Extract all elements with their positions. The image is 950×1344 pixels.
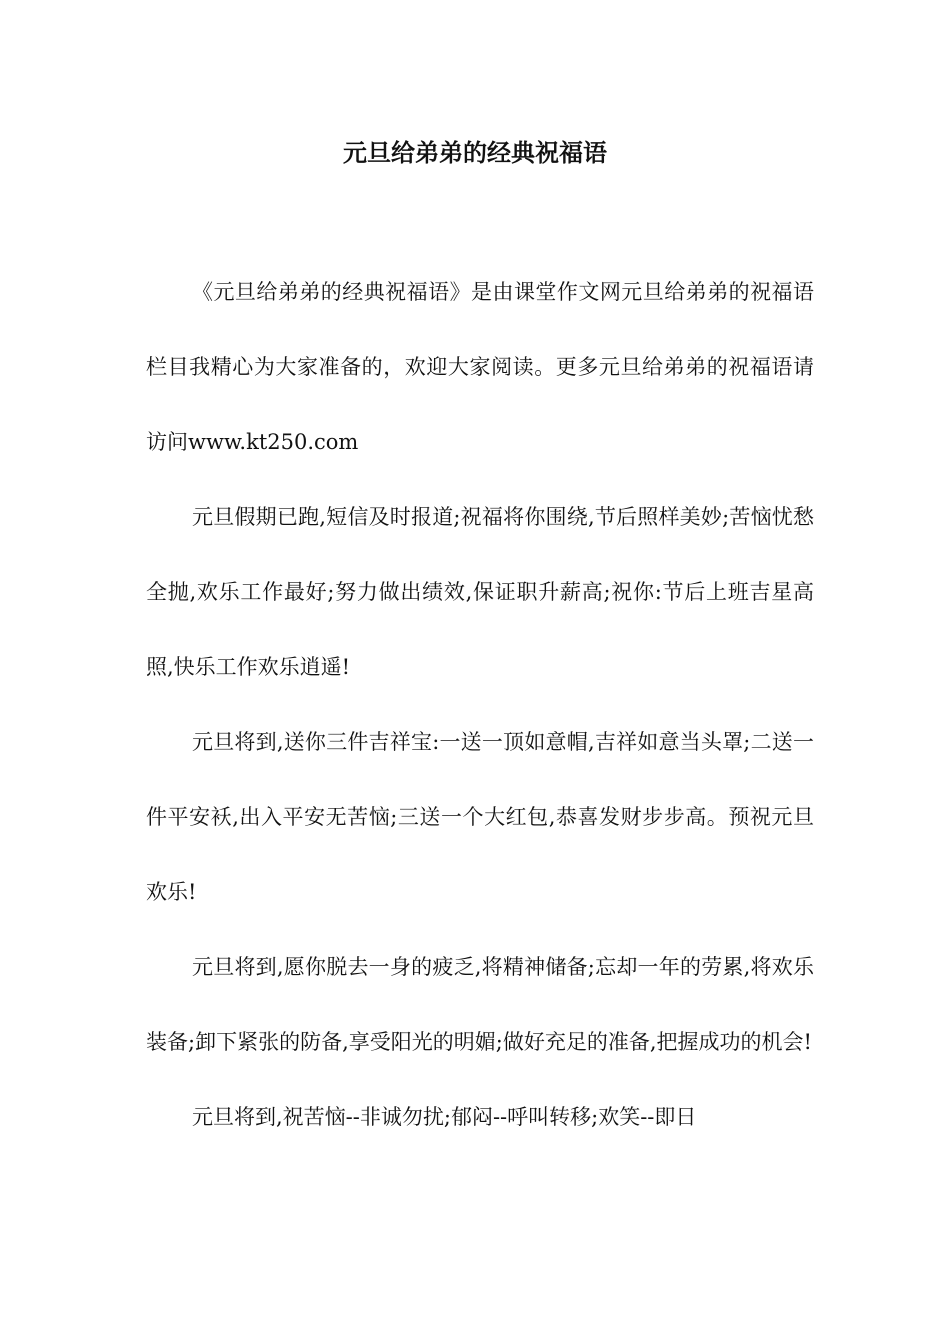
document-title: 元旦给弟弟的经典祝福语 — [343, 139, 607, 167]
paragraph-greeting-4: 元旦将到,祝苦恼--非诚勿扰;郁闷--呼叫转移;欢笑--即日 — [192, 1105, 697, 1129]
document-body — [146, 255, 814, 1155]
paragraph-greeting-3: 元旦将到,愿你脱去一身的疲乏,将精神储备;忘却一年的劳累,将欢乐装备;卸下紧张的防备,享受阳光的明媚;做好充足的准备,把握成功的机会! — [146, 955, 814, 1054]
paragraph-greeting-2: 元旦将到,送你三件吉祥宝:一送一顶如意帽,吉祥如意当头罩;二送一件平安袄,出入平安无苦恼;三送一个大红包,恭喜发财步步高。预祝元旦欢乐! — [146, 730, 814, 904]
paragraph-intro: 《元旦给弟弟的经典祝福语》是由课堂作文网元旦给弟弟的祝福语栏目我精心为大家准备的，欢迎大家阅读。更多元旦给弟弟的祝福语请访问www.kt250.com — [146, 280, 814, 454]
paragraph-greeting-1: 元旦假期已跑,短信及时报道;祝福将你围绕,节后照样美妙;苦恼忧愁全抛,欢乐工作最好;努力做出绩效,保证职升薪高;祝你:节后上班吉星高照,快乐工作欢乐逍遥! — [146, 505, 814, 679]
